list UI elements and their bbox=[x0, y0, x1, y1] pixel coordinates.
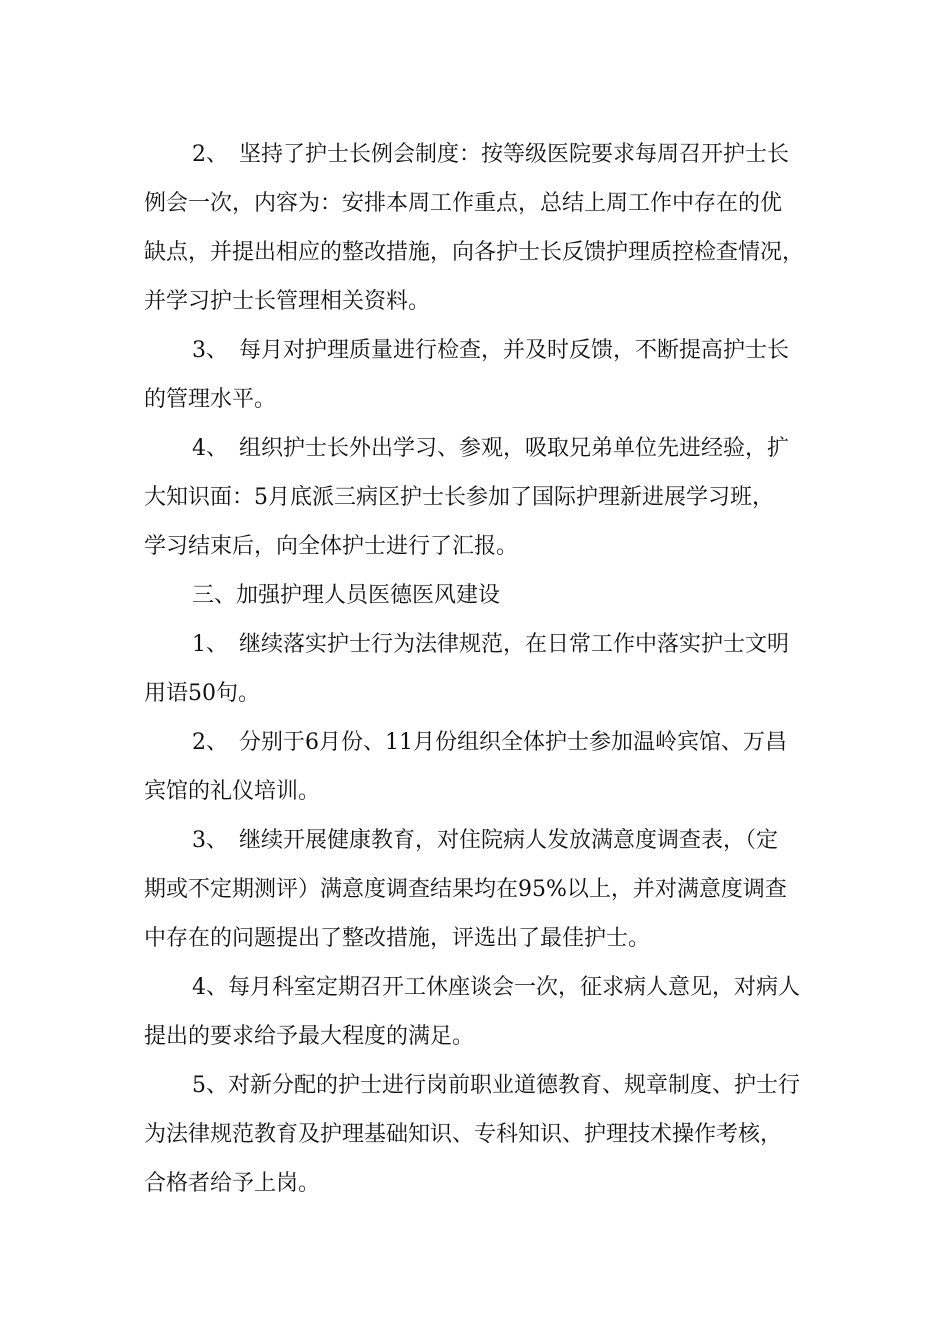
paragraph-line: 3、 继续开展健康教育，对住院病人发放满意度调查表，（定 bbox=[192, 828, 778, 853]
paragraph-line: 中存在的问题提出了整改措施，评选出了最佳护士。 bbox=[144, 926, 651, 951]
paragraph-7 bbox=[144, 816, 814, 963]
paragraph-8 bbox=[144, 963, 814, 1061]
paragraph-line: 4、 组织护士长外出学习、参观，吸取兄弟单位先进经验，扩 bbox=[192, 436, 789, 461]
paragraph-line: 缺点，并提出相应的整改措施，向各护士长反馈护理质控检查情况， bbox=[144, 240, 805, 265]
paragraph-line: 大知识面：5月底派三病区护士长参加了国际护理新进展学习班， bbox=[144, 485, 774, 510]
paragraph-line: 3、 每月对护理质量进行检查，并及时反馈，不断提高护士长 bbox=[192, 338, 789, 363]
paragraph-2 bbox=[144, 326, 814, 424]
paragraph-line: 为法律规范教育及护理基础知识、专科知识、护理技术操作考核， bbox=[144, 1122, 783, 1147]
paragraph-line: 用语50句。 bbox=[144, 681, 260, 706]
paragraph-line: 4、每月科室定期召开工休座谈会一次，征求病人意见，对病人 bbox=[192, 975, 800, 1000]
paragraph-3 bbox=[144, 424, 814, 571]
paragraph-line: 例会一次，内容为：安排本周工作重点，总结上周工作中存在的优 bbox=[144, 191, 783, 216]
paragraph-line: 的管理水平。 bbox=[144, 387, 277, 412]
document-body bbox=[144, 130, 814, 1208]
paragraph-5 bbox=[144, 620, 814, 718]
paragraph-line: 提出的要求给予最大程度的满足。 bbox=[144, 1024, 475, 1049]
section-heading-text: 三、加强护理人员医德医风建设 bbox=[192, 583, 501, 608]
paragraph-line: 2、 坚持了护士长例会制度：按等级医院要求每周召开护士长 bbox=[192, 142, 789, 167]
paragraph-1 bbox=[144, 130, 814, 326]
paragraph-line: 1、 继续落实护士行为法律规范，在日常工作中落实护士文明 bbox=[192, 632, 789, 657]
paragraph-line: 合格者给予上岗。 bbox=[144, 1171, 321, 1196]
paragraph-line: 学习结束后，向全体护士进行了汇报。 bbox=[144, 534, 519, 559]
section-heading bbox=[144, 571, 814, 620]
paragraph-line: 宾馆的礼仪培训。 bbox=[144, 779, 321, 804]
paragraph-line: 2、 分别于6月份、11月份组织全体护士参加温岭宾馆、万昌 bbox=[192, 730, 787, 755]
paragraph-9 bbox=[144, 1061, 814, 1208]
paragraph-line: 期或不定期测评）满意度调查结果均在95%以上，并对满意度调查 bbox=[144, 877, 787, 902]
paragraph-line: 5、对新分配的护士进行岗前职业道德教育、规章制度、护士行 bbox=[192, 1073, 800, 1098]
paragraph-6 bbox=[144, 718, 814, 816]
paragraph-line: 并学习护士长管理相关资料。 bbox=[144, 289, 431, 314]
